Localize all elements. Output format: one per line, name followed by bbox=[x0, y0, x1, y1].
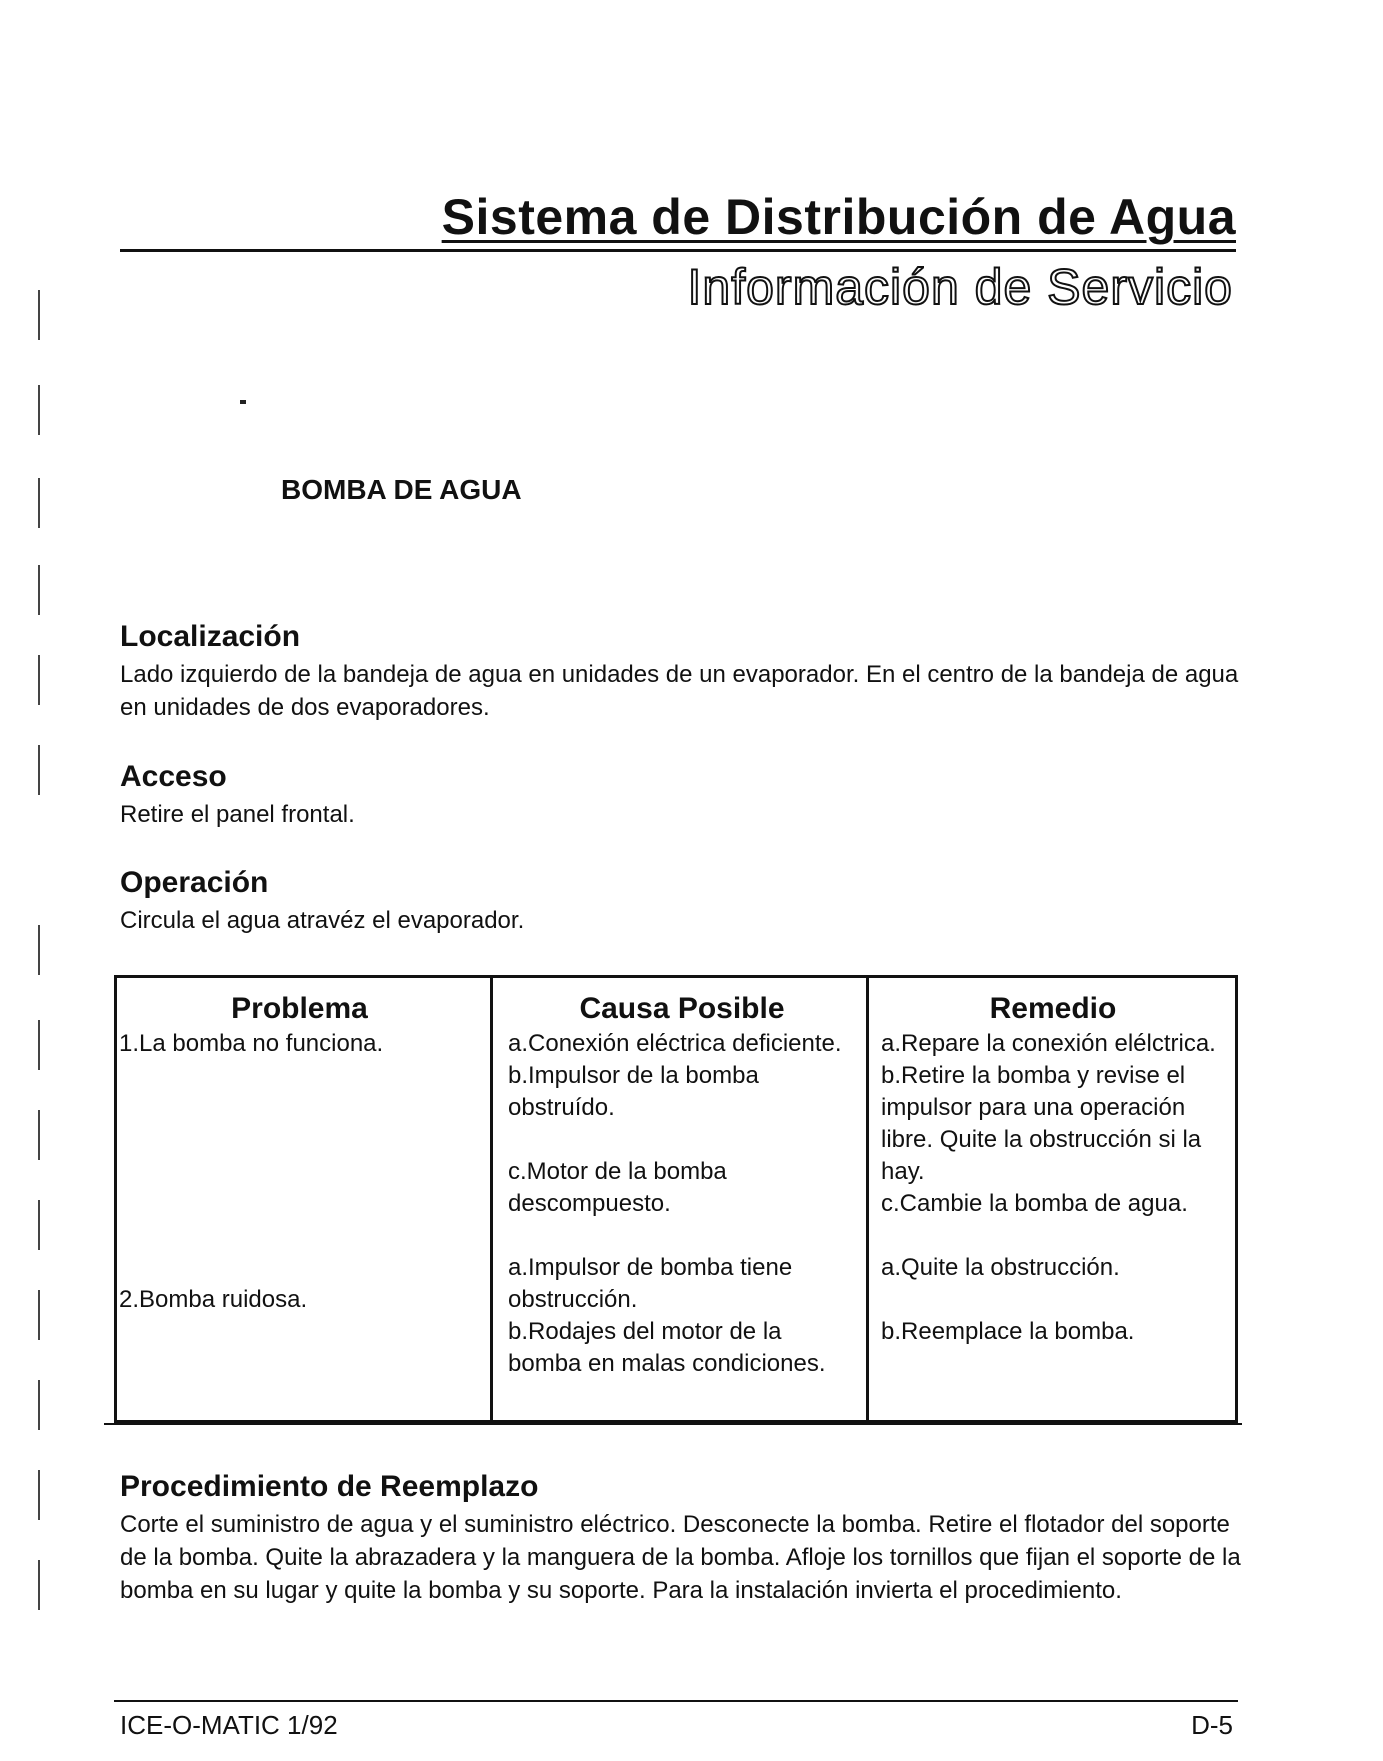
binding-mark bbox=[38, 1380, 40, 1430]
binding-mark bbox=[38, 478, 40, 528]
cause-column bbox=[490, 978, 866, 1420]
binding-mark bbox=[38, 655, 40, 705]
page-subtitle: Información de Servicio bbox=[687, 259, 1233, 315]
procedimiento-heading: Procedimiento de Reemplazo bbox=[120, 1470, 539, 1503]
binding-mark bbox=[38, 1200, 40, 1250]
procedimiento-block bbox=[120, 1470, 1250, 1607]
cause-1b: b.Impulsor de la bomba obstruído. bbox=[508, 1062, 759, 1121]
procedimiento-text: Corte el suministro de agua y el suministro eléctrico. Desconecte la bomba. Retire el flotador del soporte de la bomba. Quite la abrazadera y la manguera de la bomba. Afloje los tornillos que fijan el soporte de la bomba en su lugar y quite la bomba y su soporte. Para la instalación invierta el procedimiento. bbox=[120, 1511, 1241, 1604]
page-title: Sistema de Distribución de Agua bbox=[441, 189, 1236, 245]
problem-1: 1.La bomba no funciona. bbox=[119, 1030, 384, 1057]
cause-1a: a.Conexión eléctrica deficiente. bbox=[508, 1030, 842, 1057]
remedy-1b: b.Retire la bomba y revise el impulsor para una operación libre. Quite la obstrucción si la hay. bbox=[881, 1062, 1202, 1185]
remedy-1c: c.Cambie la bomba de agua. bbox=[881, 1190, 1188, 1217]
operacion-heading: Operación bbox=[120, 866, 269, 899]
remedy-header: Remedio bbox=[989, 992, 1117, 1025]
cause-1c: c.Motor de la bomba descompuesto. bbox=[508, 1158, 727, 1217]
problem-2: 2.Bomba ruidosa. bbox=[119, 1286, 308, 1313]
binding-mark bbox=[38, 290, 40, 340]
footer-page-number: D-5 bbox=[1191, 1710, 1233, 1740]
operacion-block bbox=[120, 866, 1250, 937]
cause-2a: a.Impulsor de bomba tiene obstrucción. bbox=[508, 1254, 793, 1313]
operacion-text: Circula el agua atravéz el evaporador. bbox=[120, 907, 525, 934]
binding-mark bbox=[38, 1110, 40, 1160]
troubleshooting-table bbox=[114, 975, 1238, 1423]
footer-rule bbox=[114, 1700, 1238, 1702]
section-heading: BOMBA DE AGUA bbox=[281, 474, 522, 505]
binding-mark bbox=[38, 745, 40, 795]
cause-header: Causa Posible bbox=[579, 992, 785, 1025]
localizacion-heading: Localización bbox=[120, 620, 301, 653]
problem-header: Problema bbox=[231, 992, 368, 1025]
remedy-1a: a.Repare la conexión elélctrica. bbox=[881, 1030, 1216, 1057]
binding-mark bbox=[38, 1020, 40, 1070]
stray-mark bbox=[240, 400, 246, 404]
acceso-block bbox=[120, 760, 1250, 831]
binding-mark bbox=[38, 925, 40, 975]
binding-mark bbox=[38, 1290, 40, 1340]
title-rule bbox=[120, 249, 1236, 252]
remedy-2b: b.Reemplace la bomba. bbox=[881, 1318, 1135, 1345]
binding-mark bbox=[38, 565, 40, 615]
problem-column bbox=[117, 978, 490, 1420]
binding-mark bbox=[38, 1560, 40, 1610]
localizacion-text: Lado izquierdo de la bandeja de agua en unidades de un evaporador. En el centro de la bandeja de agua en unidades de dos evaporadores. bbox=[120, 661, 1239, 721]
cause-2b: b.Rodajes del motor de la bomba en malas condiciones. bbox=[508, 1318, 826, 1377]
acceso-heading: Acceso bbox=[120, 760, 227, 793]
binding-mark bbox=[38, 1470, 40, 1520]
localizacion-block bbox=[120, 620, 1250, 724]
remedy-column bbox=[866, 978, 1235, 1420]
remedy-2a: a.Quite la obstrucción. bbox=[881, 1254, 1120, 1281]
table-underline bbox=[104, 1423, 1242, 1425]
footer-publisher: ICE-O-MATIC 1/92 bbox=[120, 1710, 338, 1740]
binding-mark bbox=[38, 385, 40, 435]
acceso-text: Retire el panel frontal. bbox=[120, 801, 355, 828]
